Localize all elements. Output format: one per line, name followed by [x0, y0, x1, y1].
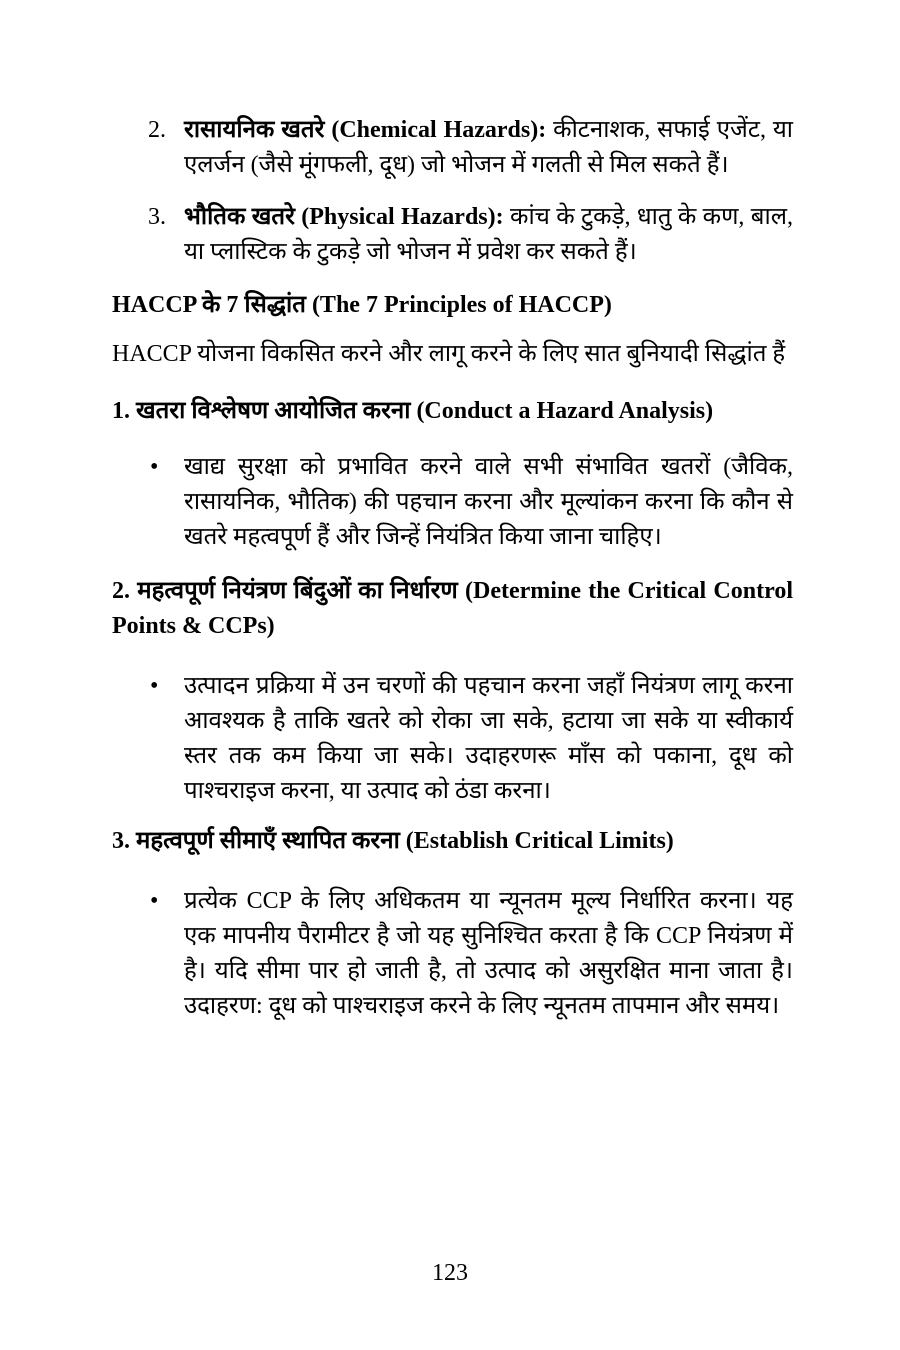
principle-2-bullet-text: उत्पादन प्रक्रिया में उन चरणों की पहचान करना जहाँ नियंत्रण लागू करना आवश्यक है ताकि खतरे को रोका जा सके, हटाया जा सके या स्वीकार्य स्तर तक कम किया जा सके। उदाहरणरू माँस को पकाना, दूध को पाश्चराइज करना, या उत्पाद को ठंडा करना। — [184, 673, 793, 804]
principle-3-heading: 3. महत्वपूर्ण सीमाएँ स्थापित करना (Establish Critical Limits) — [112, 828, 674, 854]
page-number: 123 — [432, 1260, 468, 1286]
principle-3-bullet — [112, 884, 793, 1024]
principle-2-bullet — [112, 669, 793, 809]
bullet-icon: • — [150, 673, 159, 699]
bullet-icon: • — [150, 454, 159, 480]
list-number: 3. — [148, 204, 166, 230]
principle-1-bullet-text: खाद्य सुरक्षा को प्रभावित करने वाले सभी संभावित खतरों (जैविक, रासायनिक, भौतिक) की पहचान करना और मूल्यांकन करना कि कौन से खतरे महत्वपूर्ण हैं और जिन्हें नियंत्रित किया जाना चाहिए। — [184, 454, 793, 550]
section-heading-haccp-principles: HACCP के 7 सिद्धांत (The 7 Principles of HACCP) — [112, 292, 612, 318]
hazard-item-title: भौतिक खतरे (Physical Hazards): — [184, 204, 504, 230]
hazard-item-chemical — [112, 113, 793, 183]
hazard-item-physical — [112, 200, 793, 270]
hazard-item-title: रासायनिक खतरे (Chemical Hazards): — [184, 117, 547, 143]
hazard-item-body: कांच के टुकड़े, धातु के कण, बाल, या प्लास्टिक के टुकड़े जो भोजन में प्रवेश कर सकते हैं। — [184, 204, 793, 265]
bullet-icon: • — [150, 888, 159, 914]
principle-1-bullet — [112, 450, 793, 555]
principle-1-heading: 1. खतरा विश्लेषण आयोजित करना (Conduct a Hazard Analysis) — [112, 398, 714, 424]
hazard-item-body: कीटनाशक, सफाई एजेंट, या एलर्जन (जैसे मूंगफली, दूध) जो भोजन में गलती से मिल सकते हैं। — [184, 117, 794, 178]
list-number: 2. — [148, 117, 166, 143]
section-intro-paragraph: HACCP योजना विकसित करने और लागू करने के लिए सात बुनियादी सिद्धांत हैं — [112, 341, 786, 367]
principle-2-heading: 2. महत्वपूर्ण नियंत्रण बिंदुओं का निर्धारण (Determine the Critical Control Points & CCPs) — [112, 578, 793, 639]
principle-3-bullet-text: प्रत्येक CCP के लिए अधिकतम या न्यूनतम मूल्य निर्धारित करना। यह एक मापनीय पैरामीटर है जो यह सुनिश्चित करता है कि CCP नियंत्रण में है। यदि सीमा पार हो जाती है, तो उत्पाद को असुरक्षित माना जाता है। उदाहरण: दूध को पाश्चराइज करने के लिए न्यूनतम तापमान और समय। — [184, 888, 793, 1019]
